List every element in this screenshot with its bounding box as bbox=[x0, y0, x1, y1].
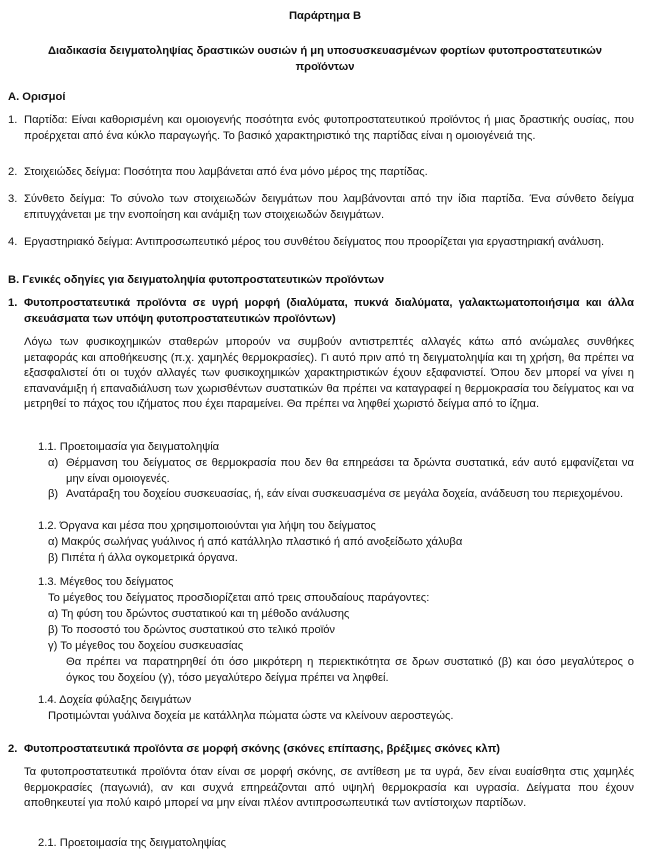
subsection-1-intro: Λόγω των φυσικοχημικών σταθερών μπορούν να συμβούν αντιστρεπτές αλλαγές κάτω από ανώμαλες συνθήκες μεταφοράς και αποθήκευσης (π.χ. χαμηλές θερμοκρασίες). Γι αυτό πριν από τη δειγματοληψία και τη χρήση, θα πρέπει να εξασφαλιστεί ότι οι τυχόν αλλαγές των φυσικοχημικών χαρακτηριστικών έχουν εξαφανιστεί. Όπου δεν μπορεί να γίνει η επανανάμιξη ή επαναδιάλυση των χωρισθέντων συστατικών θα πρέπει να καταγραφεί η θερμοκρασία του δείγματος και να μετρηθεί το πάχος του ιζήματος που έχει παραμείνει. Θα πρέπει να ληφθεί χωριστό δείγμα από το ίζημα. bbox=[24, 336, 634, 411]
sample-size-intro: Το μέγεθος του δείγματος προσδιορίζεται από τρεις σπουδαίους παράγοντες: bbox=[48, 592, 430, 604]
subsection-1-3-label: 1.3. Μέγεθος του δείγματος bbox=[38, 576, 174, 588]
list-item-number: 4. bbox=[8, 236, 18, 248]
list-item-number: 2. bbox=[8, 166, 18, 178]
definition-elementary-sample: Στοιχειώδες δείγμα: Ποσότητα που λαμβάνεται από ένα μόνο μέρος της παρτίδας. bbox=[24, 166, 428, 178]
list-item-marker: β) bbox=[48, 488, 59, 500]
list-item-number: 1. bbox=[8, 114, 18, 126]
list-item: γ) Το μέγεθος του δοχείου συσκευασίας bbox=[48, 640, 244, 652]
definition-composite-sample: Σύνθετο δείγμα: Το σύνολο των στοιχειωδών δειγμάτων που λαμβάνονται από την ίδια παρτίδα. Ένα σύνθετο δείγμα επιτυγχάνεται με την ενοποίηση και ανάμιξη των στοιχειωδών δειγμάτων. bbox=[24, 193, 634, 221]
section-a-heading: Α. Ορισμοί bbox=[8, 91, 66, 103]
sample-size-note: Θα πρέπει να παρατηρηθεί ότι όσο μικρότερη η περιεκτικότητα σε δρων συστατικό (β) και όσο μεγαλύτερος ο όγκος του δοχείου (γ), τόσο μεγαλύτερο δείγμα πρέπει να ληφθεί. bbox=[66, 656, 634, 684]
subsection-1-2-label: 1.2. Όργανα και μέσα που χρησιμοποιούνται για λήψη του δείγματος bbox=[38, 520, 376, 532]
list-item: Ανατάραξη του δοχείου συσκευασίας, ή, εάν είναι συσκευασμένα σε μεγάλα δοχεία, ανάδευση του περιεχομένου. bbox=[66, 488, 624, 500]
list-item: α) Τη φύση του δρώντος συστατικού και τη μέθοδο ανάλυσης bbox=[48, 608, 350, 620]
list-item: Θέρμανση του δείγματος σε θερμοκρασία που δεν θα επηρεάσει τα δρώντα συστατικά, εάν αυτό εμφανίζεται να μην είναι ομοιογενές. bbox=[66, 457, 634, 485]
subsection-1-4-label: 1.4. Δοχεία φύλαξης δειγμάτων bbox=[38, 694, 192, 706]
storage-containers-text: Προτιμώνται γυάλινα δοχεία με κατάλληλα πώματα ώστε να κλείνουν αεροστεγώς. bbox=[48, 710, 454, 722]
subsection-number: 1. bbox=[8, 297, 18, 309]
list-item: β) Πιπέτα ή άλλα ογκομετρικά όργανα. bbox=[48, 552, 238, 564]
definition-batch: Παρτίδα: Είναι καθορισμένη και ομοιογενής ποσότητα ενός φυτοπροστατευτικού προϊόντος ή μιας δραστικής ουσίας, που προέρχεται από ένα κύκλο παραγωγής. Το βασικό χαρακτηριστικό της παρτίδας είναι η ομοιογένειά της. bbox=[24, 114, 634, 142]
subsection-2-1-label: 2.1. Προετοιμασία της δειγματοληψίας bbox=[38, 837, 227, 849]
subsection-number: 2. bbox=[8, 743, 18, 755]
list-item: α) Μακρύς σωλήνας γυάλινος ή από κατάλληλο πλαστικό ή από ανοξείδωτο χάλυβα bbox=[48, 536, 463, 548]
list-item: β) Το ποσοστό του δρώντος συστατικού στο τελικό προϊόν bbox=[48, 624, 336, 636]
definition-laboratory-sample: Εργαστηριακό δείγμα: Αντιπροσωπευτικό μέρος του συνθέτου δείγματος που προορίζεται για εργαστηριακή ανάλυση. bbox=[24, 236, 605, 248]
subsection-1-1-label: 1.1. Προετοιμασία για δειγματοληψία bbox=[38, 441, 220, 453]
list-item-number: 3. bbox=[8, 193, 18, 205]
subsection-2-intro: Τα φυτοπροστατευτικά προϊόντα όταν είναι σε μορφή σκόνης, σε αντίθεση με τα υγρά, δεν είναι ευαίσθητα στις χαμηλές θερμοκρασίες (παγωνιά), αν και συχνά επηρεάζονται από υψηλή θερμοκρασία και υγρασία. Δείγματα που έχουν αποθηκευτεί για πολύ καιρό μπορεί να μην είναι πλέον αντιπροσωπευτικά των αντίστοιχων παρτίδων. bbox=[24, 766, 634, 810]
subsection-1-heading: Φυτοπροστατευτικά προϊόντα σε υγρή μορφή (διαλύματα, πυκνά διαλύματα, γαλακτωματοποιήσιμα και άλλα σκευάσματα των υπόψη φυτοπροστατευτικών προϊόντων) bbox=[24, 297, 634, 325]
subsection-2-heading: Φυτοπροστατευτικά προϊόντα σε μορφή σκόνης (σκόνες επίπασης, βρέξιμες σκόνες κλπ) bbox=[24, 743, 501, 755]
section-b-heading: Β. Γενικές οδηγίες για δειγματοληψία φυτοπροστατευτικών προϊόντων bbox=[8, 274, 385, 286]
annex-title: Παράρτημα Β bbox=[288, 10, 362, 22]
document-subtitle: Διαδικασία δειγματοληψίας δραστικών ουσιών ή μη υποσυσκευασμένων φορτίων φυτοπροστατευτικών προϊόντων bbox=[47, 45, 602, 73]
list-item-marker: α) bbox=[48, 457, 59, 469]
